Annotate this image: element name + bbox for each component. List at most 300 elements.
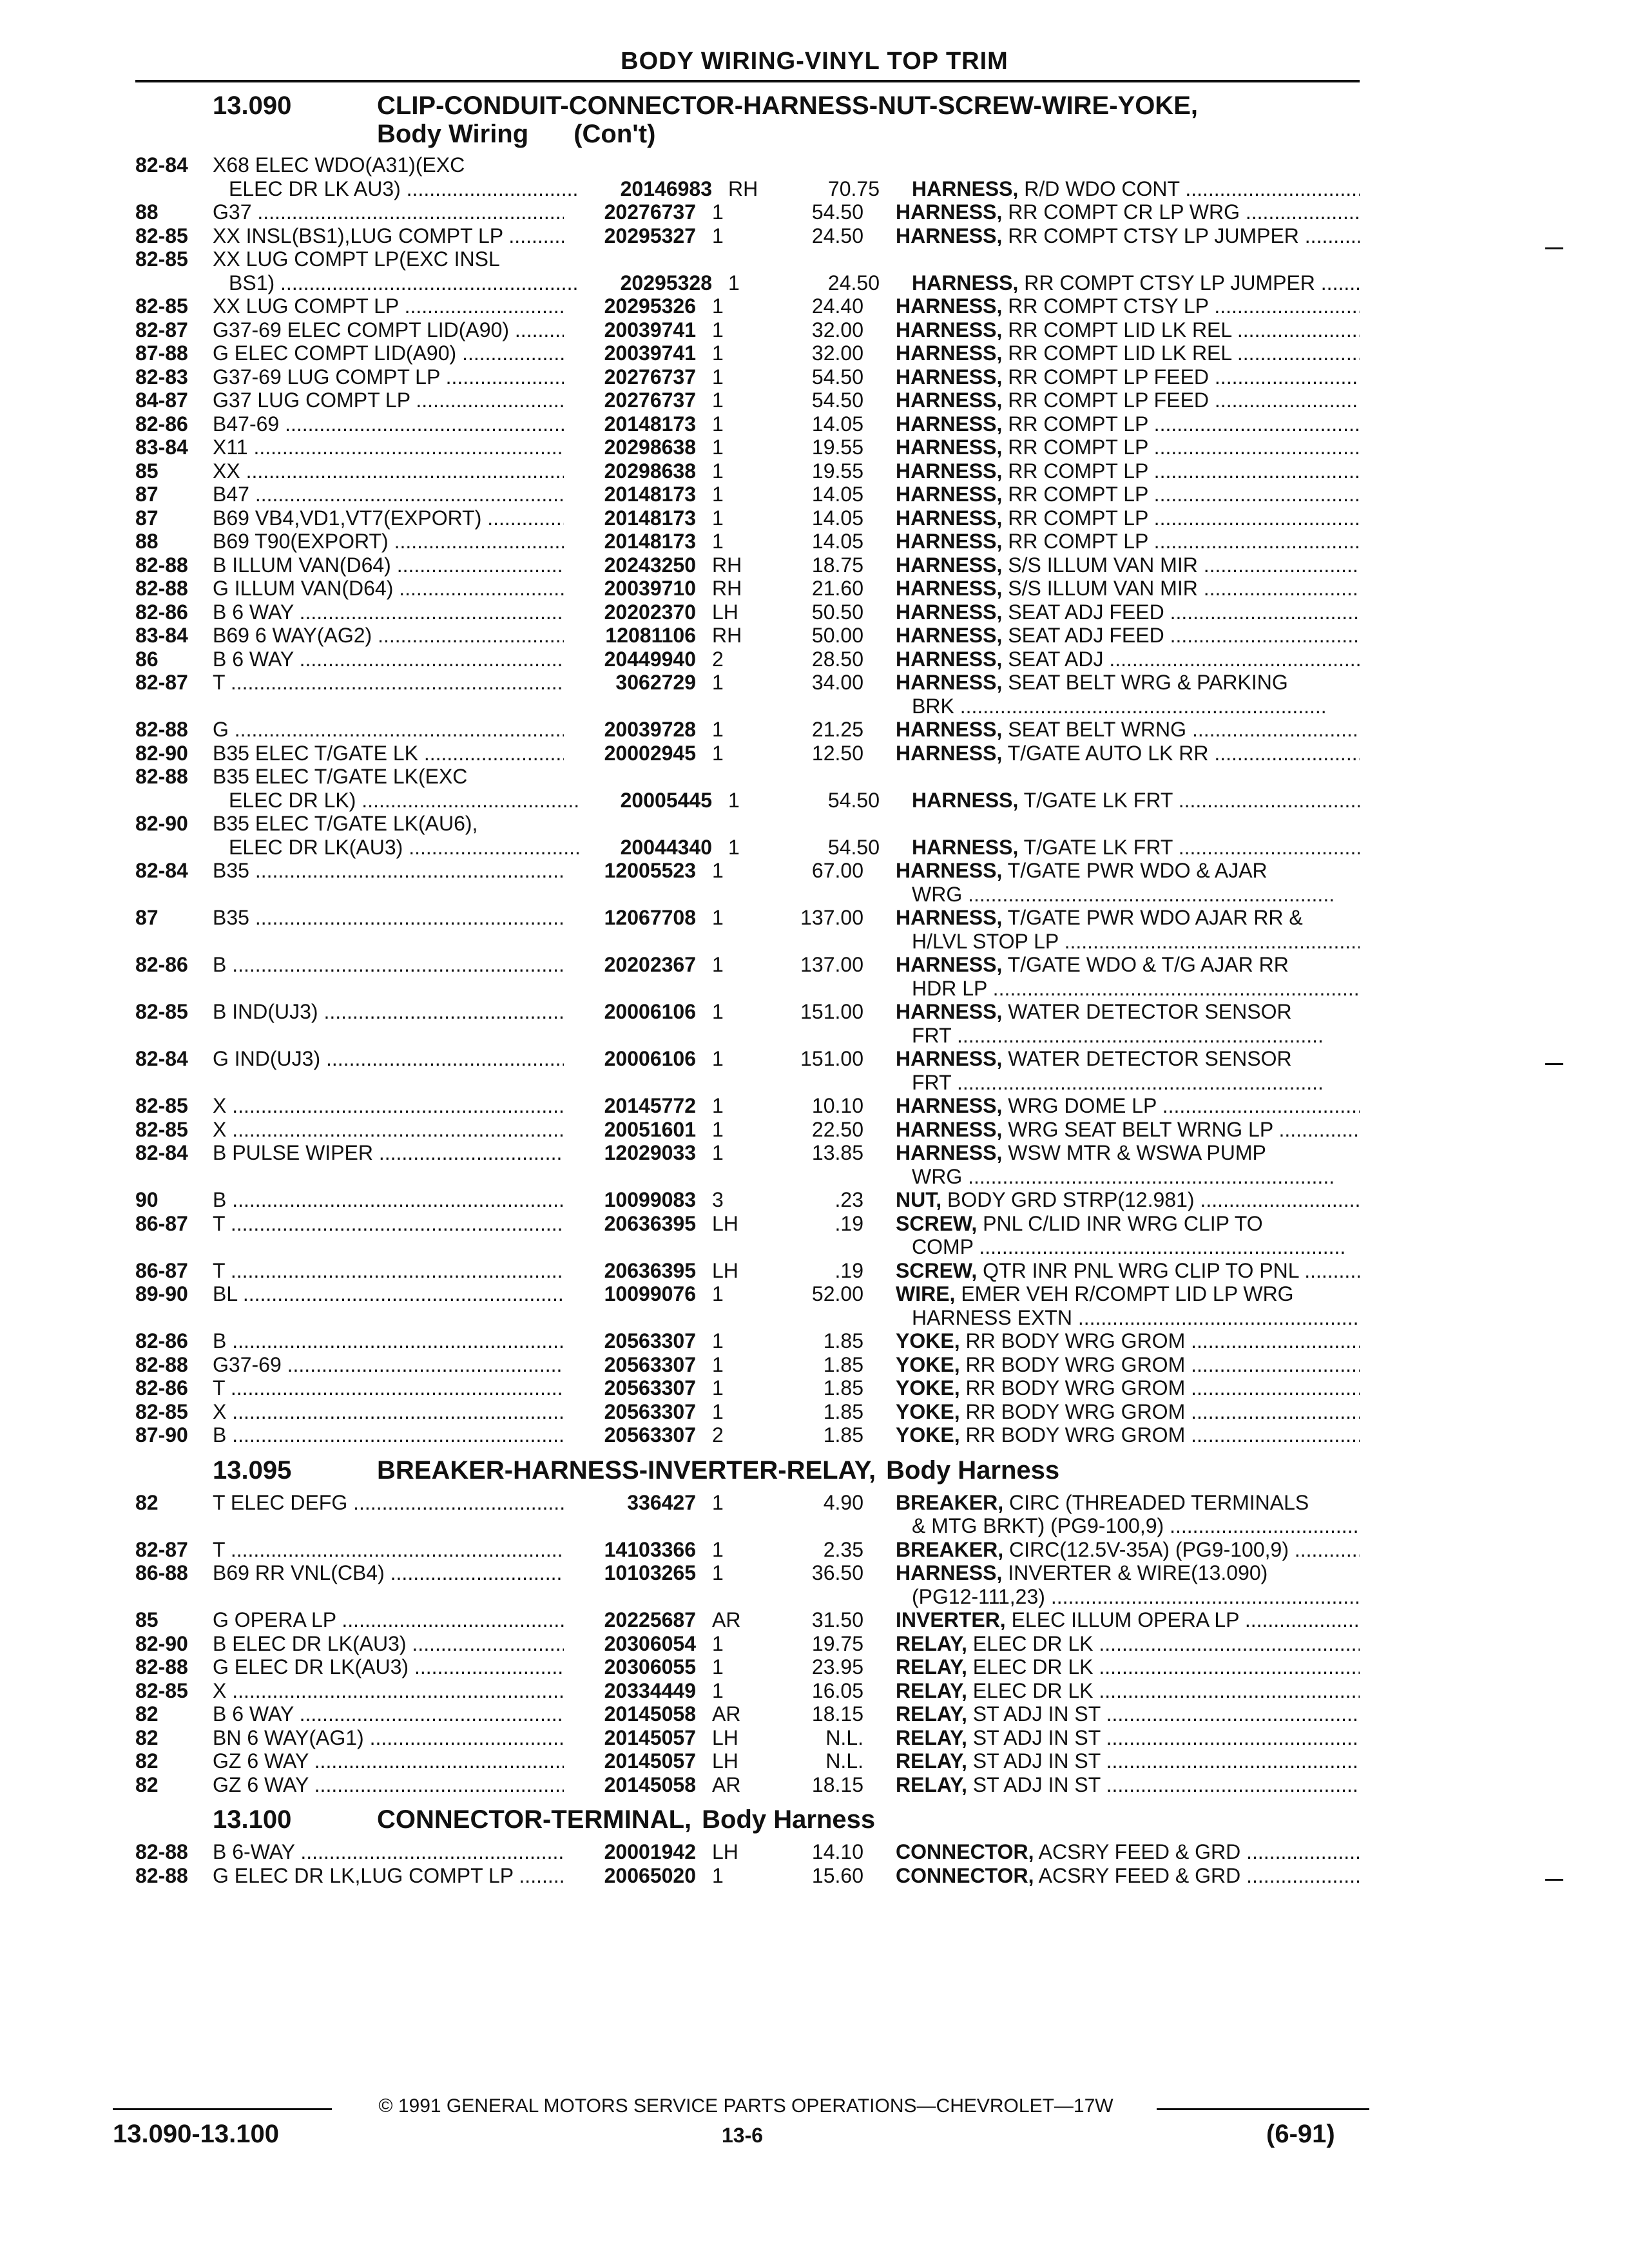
part-name-keyword: HARNESS, [896, 483, 1003, 506]
price: 34.00 [811, 671, 863, 694]
part-name-detail: RR COMPT LP FEED [1008, 365, 1210, 389]
table-row [135, 553, 1360, 577]
model-description: X ..... [213, 1094, 564, 1118]
part-name [863, 1282, 1360, 1306]
part-name-keyword: YOKE, [896, 1329, 960, 1352]
part-name-detail: T/GATE LK FRT [1023, 835, 1173, 859]
model-years: 82-85 [135, 294, 188, 318]
part-name-detail: WATER DETECTOR SENSOR [1008, 1000, 1292, 1023]
quantity: 1 [712, 1282, 724, 1305]
part-name-continuation: H/LVL STOP LP ..... [863, 930, 1360, 954]
price: 18.75 [811, 553, 863, 577]
part-name-keyword: RELAY, [896, 1725, 967, 1749]
table-row [135, 1702, 1360, 1726]
quantity: 1 [712, 1678, 724, 1702]
part-number: 20145058 [604, 1773, 696, 1796]
price: 15.60 [811, 1863, 863, 1887]
quantity: LH [712, 1725, 738, 1749]
part-name-keyword: NUT, [896, 1188, 942, 1211]
part-name-detail: S/S ILLUM VAN MIR [1008, 553, 1198, 577]
model-years: 82-88 [135, 1352, 188, 1376]
part-name-keyword: RELAY, [896, 1678, 967, 1702]
price [767, 930, 863, 954]
model-years [135, 1071, 213, 1095]
model-description: B ELEC DR LK(AU3) ..... [213, 1632, 564, 1656]
part-name [863, 436, 1360, 459]
quantity: 1 [712, 1329, 724, 1352]
part-name-detail: R/D WDO CONT [1024, 177, 1180, 200]
price: 54.50 [827, 788, 880, 812]
model-years: 82-90 [135, 1631, 188, 1655]
model-years [135, 1235, 213, 1259]
model-years: 82-84 [135, 1047, 188, 1070]
part-name-continuation: (PG12-111,23) ..... [863, 1585, 1360, 1609]
part-name-keyword: RELAY, [896, 1655, 967, 1678]
part-number [564, 765, 696, 789]
part-name-continuation: FRT ..... [863, 1071, 1360, 1095]
model-description [213, 1585, 564, 1609]
quantity: 1 [712, 1561, 724, 1584]
model-description: B 6 WAY ..... [213, 1702, 564, 1726]
model-years: 82-87 [135, 1537, 188, 1561]
table-row [135, 1212, 1360, 1236]
table-row [135, 1840, 1360, 1864]
quantity: RH [728, 177, 758, 200]
table-row [135, 671, 1360, 695]
model-years [135, 271, 213, 295]
model-description: B35 ELEC T/GATE LK ..... [213, 742, 564, 765]
part-name [863, 1329, 1360, 1353]
price [767, 812, 863, 836]
quantity: 1 [712, 436, 724, 459]
model-description: B35 ELEC T/GATE LK(AU6), [213, 812, 478, 835]
section-title: BREAKER-HARNESS-INVERTER-RELAY, [377, 1456, 876, 1485]
model-years: 84-87 [135, 389, 188, 412]
model-description [213, 695, 564, 718]
price: 28.50 [811, 647, 863, 671]
model-years: 86 [135, 647, 159, 671]
part-number: 12005523 [604, 859, 696, 882]
price: 4.90 [823, 1490, 863, 1514]
part-name-detail: T/GATE AUTO LK RR [1007, 741, 1209, 765]
part-name-keyword: HARNESS, [912, 788, 1019, 812]
part-number: 20039710 [604, 577, 696, 600]
part-name-detail: ELEC DR LK [972, 1678, 1094, 1702]
part-name-keyword: HARNESS, [896, 341, 1003, 365]
model-years: 87-90 [135, 1423, 188, 1446]
price: .19 [834, 1211, 863, 1235]
part-name-keyword: HARNESS, [896, 318, 1003, 341]
part-name-detail: RR COMPT LP [1008, 483, 1148, 506]
part-name-keyword: CONNECTOR, [896, 1840, 1034, 1863]
part-name-detail: T/GATE PWR WDO & AJAR [1007, 859, 1268, 882]
table-row [135, 318, 1360, 342]
footer-rule [113, 2108, 332, 2110]
table-row [135, 812, 1360, 836]
model-years: 82-88 [135, 577, 188, 600]
quantity: 1 [712, 459, 724, 483]
part-name [863, 1400, 1360, 1424]
part-name-detail: SEAT BELT WRG & PARKING [1008, 671, 1288, 694]
quantity: 1 [712, 1399, 724, 1423]
quantity: 1 [712, 1631, 724, 1655]
table-row [135, 1608, 1360, 1632]
part-name-keyword: HARNESS, [912, 177, 1019, 200]
price [767, 1071, 863, 1095]
table-row [135, 365, 1360, 389]
price [767, 765, 863, 789]
model-description: G ELEC DR LK,LUG COMPT LP ..... [213, 1864, 564, 1888]
model-description: B 6 WAY ..... [213, 648, 564, 671]
price [767, 1235, 863, 1259]
quantity: 1 [712, 1863, 724, 1887]
section-number: 13.100 [213, 1805, 292, 1834]
section-subtitle: Body Harness [702, 1805, 876, 1834]
model-description: B 6 WAY ..... [213, 601, 564, 624]
part-name [863, 1773, 1360, 1797]
part-name [863, 247, 1360, 271]
quantity: 1 [728, 835, 740, 859]
model-description [213, 977, 564, 1001]
model-description: ELEC DR LK) ..... [213, 789, 580, 812]
table-row [135, 177, 1360, 201]
model-years: 82-90 [135, 741, 188, 765]
model-years [135, 1306, 213, 1330]
part-name [863, 906, 1360, 930]
model-description: B35 ..... [213, 859, 564, 883]
part-number [564, 153, 696, 177]
part-number: 20298638 [604, 436, 696, 459]
price: 24.40 [811, 294, 863, 318]
part-name-detail: ST ADJ IN ST [972, 1702, 1101, 1725]
price [767, 1165, 863, 1189]
margin-mark [1545, 247, 1563, 249]
model-years: 82-85 [135, 1000, 188, 1023]
quantity: LH [712, 1211, 738, 1235]
part-name [863, 1094, 1360, 1118]
table-row [135, 718, 1360, 742]
model-description: B69 RR VNL(CB4) ..... [213, 1561, 564, 1585]
part-name-detail: EMER VEH R/COMPT LID LP WRG [961, 1282, 1294, 1305]
quantity: 1 [712, 200, 724, 224]
price: 13.85 [811, 1141, 863, 1164]
quantity [696, 977, 767, 1001]
price: .23 [834, 1188, 863, 1211]
part-name [863, 1047, 1360, 1071]
part-number: 20145057 [604, 1749, 696, 1773]
footer-section-range: 13.090-13.100 [113, 2120, 280, 2148]
part-name-keyword: HARNESS, [896, 506, 1003, 530]
model-years: 82-85 [135, 1399, 188, 1423]
price [767, 247, 863, 271]
table-row [135, 1749, 1360, 1773]
model-years: 82-86 [135, 412, 188, 436]
model-description: T ..... [213, 1376, 564, 1400]
model-description: G37 ..... [213, 200, 564, 224]
table-row [135, 765, 1360, 789]
section-subtitle: Body Wiring [377, 120, 529, 148]
section-heading [135, 1805, 1360, 1834]
quantity [696, 930, 767, 954]
price [767, 883, 863, 907]
model-description: G IND(UJ3) ..... [213, 1047, 564, 1071]
part-name [863, 1702, 1360, 1726]
part-name-continuation: & MTG BRKT) (PG9-100,9) ..... [863, 1514, 1360, 1538]
part-name-detail: RR COMPT CTSY LP [1008, 294, 1209, 318]
part-name-detail: SEAT ADJ FEED [1008, 600, 1164, 624]
table-row [135, 1000, 1360, 1024]
model-years: 83-84 [135, 624, 188, 647]
margin-mark [1545, 1879, 1563, 1881]
price: 18.15 [811, 1702, 863, 1725]
model-years: 82 [135, 1702, 159, 1725]
price: 18.15 [811, 1773, 863, 1796]
quantity: 1 [712, 224, 724, 247]
part-name [863, 577, 1360, 601]
model-description: XX LUG COMPT LP ..... [213, 294, 564, 318]
part-number: 20065020 [604, 1863, 696, 1887]
part-name-detail: RR BODY WRG GROM [965, 1352, 1186, 1376]
price: 54.50 [811, 365, 863, 389]
model-description: T ..... [213, 671, 564, 695]
part-name [863, 1840, 1360, 1864]
model-years: 82-87 [135, 318, 188, 341]
part-name [863, 1655, 1360, 1679]
price [767, 695, 863, 718]
part-name [863, 648, 1360, 671]
part-name-keyword: SCREW, [896, 1258, 978, 1282]
table-row [135, 1491, 1360, 1515]
part-name [863, 530, 1360, 553]
model-years [135, 789, 213, 812]
model-description: X ..... [213, 1400, 564, 1424]
model-years [135, 1024, 213, 1048]
price: 21.60 [811, 577, 863, 600]
part-name-detail: WRG SEAT BELT WRNG LP [1008, 1117, 1273, 1141]
part-name-keyword: CONNECTOR, [896, 1863, 1034, 1887]
table-row-continuation [135, 1165, 1360, 1189]
part-number: 20298638 [604, 459, 696, 483]
part-number: 20145772 [604, 1094, 696, 1117]
model-description: X68 ELEC WDO(A31)(EXC [213, 153, 465, 177]
part-name [863, 1726, 1360, 1750]
part-name-detail: PNL C/LID INR WRG CLIP TO [983, 1211, 1263, 1235]
quantity: 1 [712, 341, 724, 365]
quantity: 1 [712, 506, 724, 530]
table-row [135, 1353, 1360, 1377]
model-years [135, 177, 213, 201]
quantity: AR [712, 1608, 741, 1631]
part-name [863, 1188, 1360, 1212]
part-name [863, 1000, 1360, 1024]
model-description: BN 6 WAY(AG1) ..... [213, 1726, 564, 1750]
part-name [863, 1376, 1360, 1400]
table-row [135, 601, 1360, 624]
part-number: 20148173 [604, 530, 696, 553]
model-years: 86-87 [135, 1211, 188, 1235]
table-row [135, 224, 1360, 248]
model-years [135, 883, 213, 907]
table-row-continuation [135, 1585, 1360, 1609]
model-description: G ELEC DR LK(AU3) ..... [213, 1655, 564, 1679]
table-row [135, 436, 1360, 459]
price [767, 1514, 863, 1538]
price [767, 1585, 863, 1609]
quantity [696, 1071, 767, 1095]
price: 22.50 [811, 1117, 863, 1141]
model-description: T ELEC DEFG ..... [213, 1491, 564, 1515]
part-name-keyword: HARNESS, [896, 1000, 1003, 1023]
part-name [863, 200, 1360, 224]
model-years: 82 [135, 1725, 159, 1749]
model-years [135, 836, 213, 860]
table-row [135, 1679, 1360, 1703]
model-description: G ELEC COMPT LID(A90) ..... [213, 341, 564, 365]
table-row [135, 1538, 1360, 1562]
part-name-keyword: HARNESS, [896, 200, 1003, 224]
part-name-keyword: RELAY, [896, 1702, 967, 1725]
part-number [564, 930, 696, 954]
part-number [564, 812, 696, 836]
part-name [863, 1561, 1360, 1585]
model-years: 85 [135, 1608, 159, 1631]
part-name [863, 671, 1360, 695]
part-name-keyword: HARNESS, [896, 647, 1003, 671]
footer-copyright: © 1991 GENERAL MOTORS SERVICE PARTS OPERATIONS—CHEVROLET—17W [378, 2095, 1113, 2117]
part-name-detail: ST ADJ IN ST [972, 1773, 1101, 1796]
price: 12.50 [811, 741, 863, 765]
part-number [564, 1235, 696, 1259]
part-name-detail: WATER DETECTOR SENSOR [1008, 1047, 1292, 1070]
model-description [213, 1165, 564, 1189]
quantity: 2 [712, 1423, 724, 1446]
model-description: XX ..... [213, 459, 564, 483]
model-years: 82-86 [135, 1329, 188, 1352]
quantity [696, 1585, 767, 1609]
quantity: 1 [712, 953, 724, 976]
part-name-detail: CIRC(12.5V-35A) (PG9-100,9) [1009, 1537, 1289, 1561]
table-row [135, 1329, 1360, 1353]
part-number: 20145058 [604, 1702, 696, 1725]
model-description: T ..... [213, 1259, 564, 1283]
quantity: AR [712, 1702, 741, 1725]
table-row [135, 1259, 1360, 1283]
section-subtitle-note: (Con't) [574, 120, 656, 148]
part-name-detail: INVERTER & WIRE(13.090) [1008, 1561, 1268, 1584]
part-name-keyword: WIRE, [896, 1282, 956, 1305]
price: N.L. [825, 1725, 863, 1749]
price: .19 [834, 1258, 863, 1282]
part-name [863, 389, 1360, 412]
quantity: 1 [712, 1047, 724, 1070]
price: 70.75 [827, 177, 880, 200]
model-description: B IND(UJ3) ..... [213, 1000, 564, 1024]
price: 19.55 [811, 459, 863, 483]
price: 2.35 [823, 1537, 863, 1561]
quantity [696, 1024, 767, 1048]
model-years: 83-84 [135, 436, 188, 459]
part-number [564, 883, 696, 907]
part-number: 20044340 [620, 835, 712, 859]
model-years: 82-88 [135, 765, 188, 788]
quantity: 1 [712, 1117, 724, 1141]
model-description: X ..... [213, 1679, 564, 1703]
price: 137.00 [800, 906, 863, 929]
part-name-keyword: HARNESS, [896, 1094, 1003, 1117]
part-number: 20563307 [604, 1376, 696, 1399]
part-name-detail: ELEC ILLUM OPERA LP [1011, 1608, 1239, 1631]
quantity: 1 [712, 1000, 724, 1023]
part-name-detail: RR COMPT LID LK REL [1008, 341, 1231, 365]
part-name-keyword: HARNESS, [896, 365, 1003, 389]
quantity [696, 883, 767, 907]
quantity [696, 765, 767, 789]
part-number: 20295328 [620, 271, 712, 294]
model-description: B PULSE WIPER ..... [213, 1141, 564, 1165]
part-name-detail: RR COMPT LP FEED [1008, 389, 1210, 412]
model-description: ELEC DR LK(AU3) ..... [213, 836, 580, 860]
model-description: GZ 6 WAY ..... [213, 1749, 564, 1773]
price: 1.85 [823, 1423, 863, 1446]
part-number: 20145057 [604, 1725, 696, 1749]
part-number: 20202370 [604, 600, 696, 624]
part-name [863, 1538, 1360, 1562]
part-number [564, 1024, 696, 1048]
part-name-continuation: FRT ..... [863, 1024, 1360, 1048]
price: 54.50 [827, 835, 880, 859]
price: 1.85 [823, 1376, 863, 1399]
part-name-detail: T/GATE WDO & T/G AJAR RR [1007, 953, 1289, 976]
part-number: 20243250 [604, 553, 696, 577]
part-name [863, 318, 1360, 342]
part-number [564, 1585, 696, 1609]
model-years: 82-84 [135, 1141, 188, 1164]
model-description: T ..... [213, 1212, 564, 1236]
model-description: XX LUG COMPT LP(EXC INSL [213, 247, 500, 271]
part-name-keyword: HARNESS, [896, 530, 1003, 553]
price: 1.85 [823, 1329, 863, 1352]
model-description: G OPERA LP ..... [213, 1608, 564, 1632]
part-name-continuation: WRG ..... [863, 1165, 1360, 1189]
quantity: LH [712, 1258, 738, 1282]
quantity: RH [712, 624, 742, 647]
part-number [564, 1071, 696, 1095]
part-name [880, 177, 1360, 201]
part-name-keyword: HARNESS, [896, 459, 1003, 483]
table-row-continuation [135, 695, 1360, 718]
part-name [863, 365, 1360, 389]
quantity: LH [712, 1840, 738, 1863]
table-row [135, 1118, 1360, 1142]
table-row [135, 294, 1360, 318]
part-name-keyword: YOKE, [896, 1399, 960, 1423]
part-name-detail: WRG DOME LP [1008, 1094, 1157, 1117]
model-description: G37-69 ..... [213, 1353, 564, 1377]
part-name-keyword: HARNESS, [896, 671, 1003, 694]
quantity: 1 [712, 859, 724, 882]
quantity: 1 [712, 294, 724, 318]
quantity: 1 [712, 1490, 724, 1514]
model-description: B ..... [213, 953, 564, 977]
part-name [863, 506, 1360, 530]
part-number [564, 695, 696, 718]
part-name-keyword: HARNESS, [896, 389, 1003, 412]
part-name-keyword: HARNESS, [896, 224, 1003, 247]
model-years: 82-85 [135, 1678, 188, 1702]
quantity: 1 [712, 1094, 724, 1117]
model-description: GZ 6 WAY ..... [213, 1773, 564, 1797]
part-name [863, 812, 1360, 836]
